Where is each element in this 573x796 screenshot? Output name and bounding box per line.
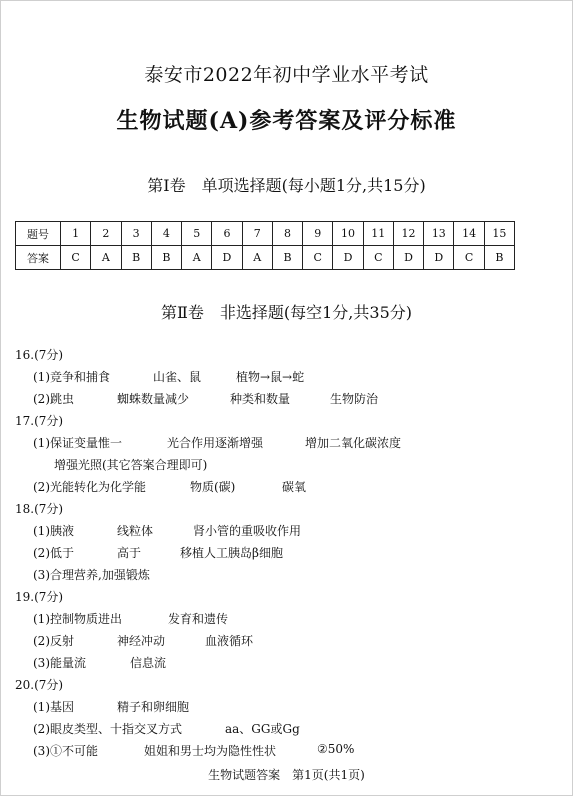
answer-item: 精子和卵细胞: [117, 700, 190, 714]
question-number-cell: 11: [363, 222, 393, 246]
answer-cell: B: [151, 246, 181, 270]
answer-cell: D: [393, 246, 423, 270]
answer-item: 种类和数量: [230, 392, 291, 406]
answer-item: 神经冲动: [117, 634, 166, 648]
question-18-heading: 18.(7分): [15, 502, 64, 516]
answer-cell: A: [242, 246, 272, 270]
answer-item: 高于: [117, 546, 142, 560]
question-number-cell: 9: [303, 222, 333, 246]
question-number-cell: 15: [484, 222, 514, 246]
answer-item: (3)①不可能: [33, 744, 98, 758]
answer-item: 蜘蛛数量减少: [117, 392, 190, 406]
answer-table: [15, 221, 515, 270]
document-title: 生物试题(A)参考答案及评分标准: [116, 108, 457, 134]
answer-cell: C: [303, 246, 333, 270]
answer-item: (1)胰液: [33, 524, 74, 538]
question-number-cell: 6: [212, 222, 242, 246]
exam-title: 泰安市2022年初中学业水平考试: [144, 64, 429, 86]
answer-item: 植物→鼠→蛇: [236, 370, 305, 384]
answer-cell: C: [61, 246, 91, 270]
answer-item: (2)反射: [33, 634, 74, 648]
row-label-answer: 答案: [16, 246, 61, 270]
question-number-cell: 8: [272, 222, 302, 246]
question-number-cell: 2: [91, 222, 121, 246]
question-17-heading: 17.(7分): [15, 414, 64, 428]
answer-cell: B: [272, 246, 302, 270]
answer-item: (1)竞争和捕食: [33, 370, 110, 384]
answer-cell: C: [363, 246, 393, 270]
question-20-heading: 20.(7分): [15, 678, 64, 692]
page-footer: 生物试题答案 第1页(共1页): [208, 768, 365, 782]
question-number-cell: 1: [61, 222, 91, 246]
question-number-cell: 14: [454, 222, 484, 246]
question-number-row: [16, 222, 515, 246]
answer-item: aa、GG或Gg: [225, 722, 300, 736]
answer-item: 肾小管的重吸收作用: [193, 524, 302, 538]
answer-item: (1)控制物质进出: [33, 612, 122, 626]
answer-item: 增强光照(其它答案合理即可): [54, 458, 208, 472]
answer-item: (1)保证变量惟一: [33, 436, 122, 450]
answer-item: 生物防治: [330, 392, 379, 406]
answer-cell: A: [182, 246, 212, 270]
question-number-cell: 13: [424, 222, 454, 246]
question-number-cell: 4: [151, 222, 181, 246]
answer-item: 发育和遗传: [168, 612, 229, 626]
answer-item: 信息流: [130, 656, 167, 670]
question-number-cell: 10: [333, 222, 363, 246]
part2-title: 第Ⅱ卷 非选择题(每空1分,共35分): [161, 303, 412, 322]
answer-item: (2)光能转化为化学能: [33, 480, 146, 494]
answer-cell: B: [484, 246, 514, 270]
answer-cell: D: [333, 246, 363, 270]
question-19-heading: 19.(7分): [15, 590, 64, 604]
answer-item: (3)能量流: [33, 656, 86, 670]
answer-item: (2)眼皮类型、十指交叉方式: [33, 722, 182, 736]
answer-item: 光合作用逐渐增强: [167, 436, 264, 450]
part1-title: 第Ⅰ卷 单项选择题(每小题1分,共15分): [147, 176, 426, 195]
answer-item: 移植人工胰岛β细胞: [180, 546, 283, 560]
answer-cell: D: [424, 246, 454, 270]
answer-item: 物质(碳): [190, 480, 236, 494]
question-number-cell: 3: [121, 222, 151, 246]
answer-row: [16, 246, 515, 270]
question-number-cell: 7: [242, 222, 272, 246]
answer-item: (3)合理营养,加强锻炼: [33, 568, 150, 582]
answer-item: 山雀、鼠: [153, 370, 202, 384]
answer-item: (1)基因: [33, 700, 74, 714]
answer-item: 碳氧: [282, 480, 307, 494]
answer-item: 增加二氧化碳浓度: [305, 436, 402, 450]
row-label-question: 题号: [16, 222, 61, 246]
answer-item: 姐姐和男士均为隐性性状: [144, 744, 277, 758]
answer-item: (2)跳虫: [33, 392, 74, 406]
answer-cell: A: [91, 246, 121, 270]
answer-cell: C: [454, 246, 484, 270]
answer-cell: D: [212, 246, 242, 270]
answer-item: ②50%: [317, 742, 355, 756]
question-16-heading: 16.(7分): [15, 348, 64, 362]
question-number-cell: 5: [182, 222, 212, 246]
answer-item: 线粒体: [117, 524, 154, 538]
answer-cell: B: [121, 246, 151, 270]
question-number-cell: 12: [393, 222, 423, 246]
answer-item: (2)低于: [33, 546, 74, 560]
answer-item: 血液循环: [205, 634, 254, 648]
